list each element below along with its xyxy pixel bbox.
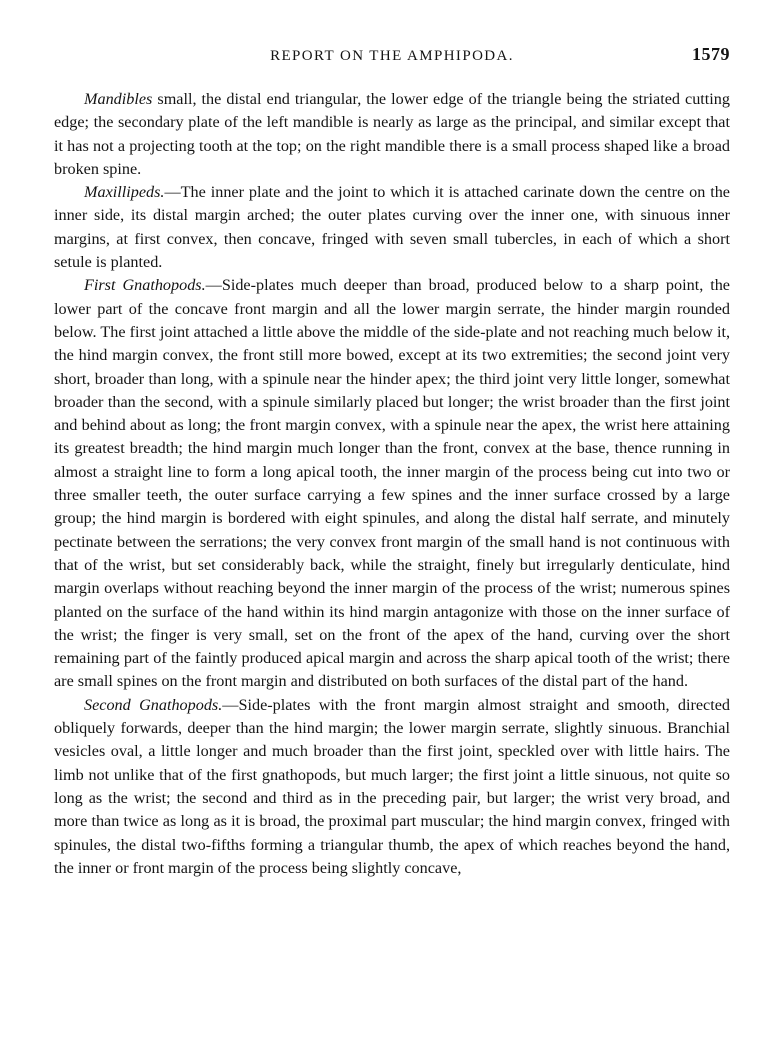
paragraph-text: —Side-plates with the front margin almost straight and smooth, directed obliquely forwards, deeper than the hind margin; the lower margin serrate, slightly sinuous. Branchial vesicles oval, a little longer and much broader than the first joint, speckled over with little hairs. The limb not unlike that of the first gnathopods, but much larger; the first joint a little sinuous, not quite so long as the wrist; the second and third as in the preceding pair, but larger; the wrist very broad, and more than twice as long as it is broad, the proximal part muscular; the hind margin convex, fringed with spinules, the distal two-fifths forming a triangular thumb, the apex of which reaches beyond the hand, the inner or front margin of the process being slightly concave, xyxy=(54,695,730,877)
running-title: REPORT ON THE AMPHIPODA. xyxy=(270,48,514,64)
page xyxy=(54,44,730,880)
paragraph-heading: Second Gnathopods. xyxy=(84,695,223,714)
paragraph-heading: Mandibles xyxy=(84,90,153,108)
paragraph-maxillipeds xyxy=(54,181,730,274)
running-head xyxy=(54,44,730,74)
paragraph-second-gnathopods xyxy=(54,694,730,880)
paragraph-first-gnathopods xyxy=(54,274,730,693)
body-text xyxy=(54,88,730,880)
paragraph-mandibles xyxy=(54,88,730,181)
paragraph-heading: Maxillipeds. xyxy=(84,183,165,202)
paragraph-heading: First Gnathopods. xyxy=(84,276,206,295)
paragraph-text: small, the distal end triangular, the lower edge of the triangle being the striated cutting edge; the secondary plate of the left mandible is nearly as large as the principal, and similar except that it has not a projecting tooth at the top; on the right mandible there is a small process shaped like a broad broken spine. xyxy=(54,90,730,178)
paragraph-text: —Side-plates much deeper than broad, produced below to a sharp point, the lower part of the concave front margin and all the lower margin serrate, the hinder margin rounded below. The first joint attached a little above the middle of the side-plate and not reaching much below it, the hind margin convex, the front still more bowed, except at its two extremities; the second joint very short, broader than long, with a spinule near the hinder apex; the third joint very little longer, somewhat broader than the second, with a spinule similarly placed but longer; the wrist broader than the first joint and behind about as long; the front margin convex, with a spinule near the apex, the wrist here attaining its greatest breadth; the hind margin much longer than the front, convex at the base, thence running in almost a straight line to form a long apical tooth, the inner margin of the process being cut into two or three smaller teeth, the outer surface carrying a few spines and the inner surface crossed by a large group; the hind margin is bordered with eight spinules, and along the distal half serrate, and minutely pectinate between the serrations; the very convex front margin of the small hand is not continuous with that of the wrist, but set considerably back, while the straight, finely but irregularly denticulate, hind margin overlaps without reaching beyond the inner margin of the process of the wrist; numerous spines planted on the surface of the hand within its hind margin antagonize with those on the inner surface of the wrist; the finger is very small, set on the front of the apex of the hand, curving over the short remaining part of the faintly produced apical margin and across the sharp apical tooth of the wrist; there are small spines on the front margin and distributed on both surfaces of the distal part of the hand. xyxy=(54,276,730,691)
page-number: 1579 xyxy=(692,44,730,64)
paragraph-text: —The inner plate and the joint to which it is attached carinate down the centre on the inner side, its distal margin arched; the outer plates curving over the inner one, with sinuous inner margins, at first convex, then concave, fringed with seven small tubercles, in each of which a short setule is planted. xyxy=(54,183,730,272)
